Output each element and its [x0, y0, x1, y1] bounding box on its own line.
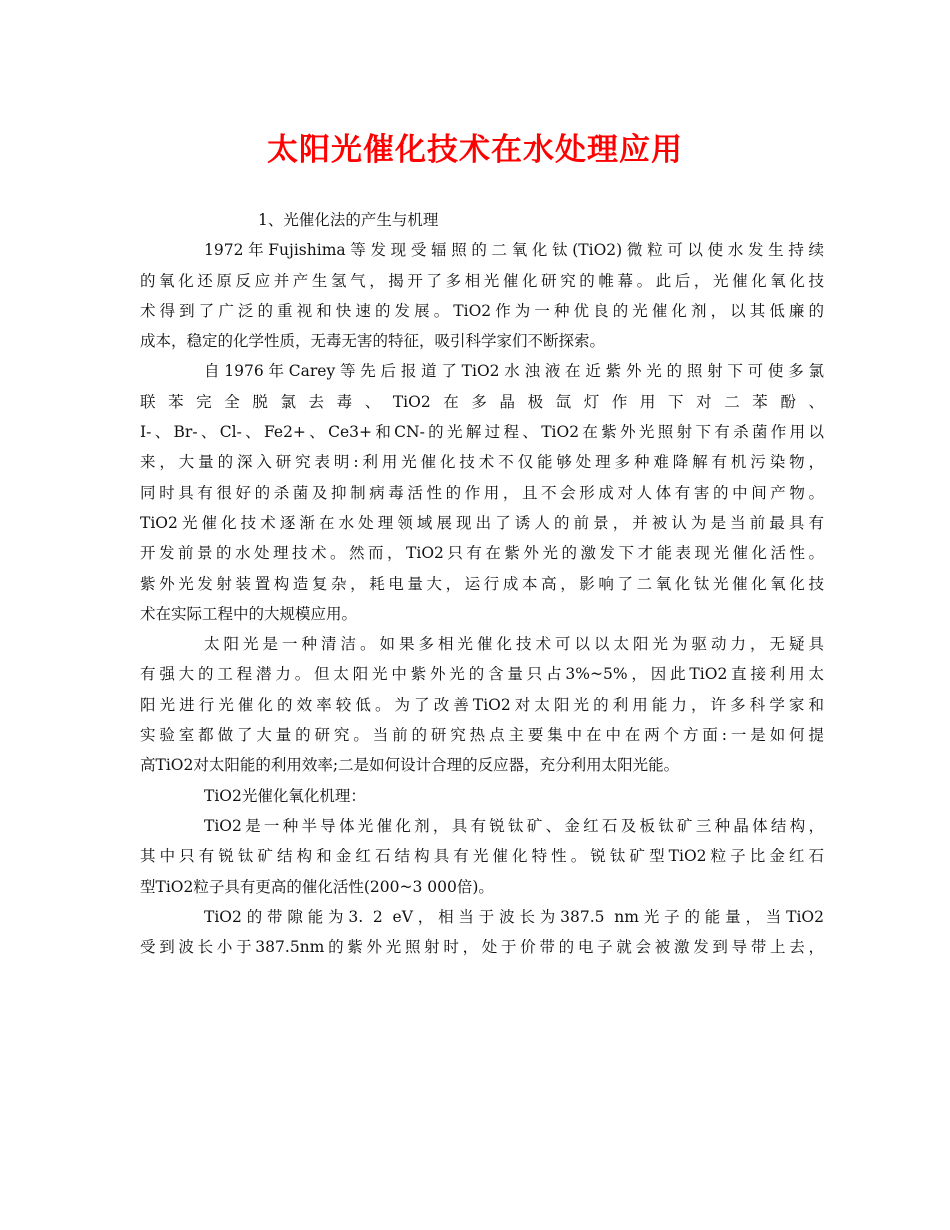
paragraph-line: 同时具有很好的杀菌及抑制病毒活性的作用，且不会形成对人体有害的中间产物。 — [140, 483, 824, 502]
paragraph-line: 阳光进行光催化的效率较低。为了改善TiO2对太阳光的利用能力，许多科学家和 — [140, 695, 824, 714]
paragraph-line: 其中只有锐钛矿结构和金红石结构具有光催化特性。锐钛矿型TiO2粒子比金红石 — [140, 847, 824, 866]
paragraph-line: 紫外光发射装置构造复杂，耗电量大，运行成本高，影响了二氧化钛光催化氧化技 — [140, 574, 824, 593]
section-heading: 1、光催化法的产生与机理 — [258, 211, 439, 229]
paragraph-line: 1972年Fujishima等发现受辐照的二氧化钛(TiO2)微粒可以使水发生持续 — [204, 241, 824, 260]
paragraph-line: I-、Br-、Cl-、Fe2+、Ce3+和CN-的光解过程、TiO2在紫外光照射下有杀菌作用以 — [140, 423, 824, 442]
paragraph-line: 高TiO2对太阳能的利用效率;二是如何设计合理的反应器，充分利用太阳光能。 — [140, 756, 680, 775]
paragraph-line: 实验室都做了大量的研究。当前的研究热点主要集中在中在两个方面:一是如何提 — [140, 726, 824, 745]
document-title: 太阳光催化技术在水处理应用 — [267, 132, 683, 168]
paragraph-line: TiO2的带隙能为3. 2 eV，相当于波长为387.5 nm光子的能量，当TiO2 — [204, 907, 824, 926]
paragraph-line: 成本，稳定的化学性质，无毒无害的特征，吸引科学家们不断探索。 — [140, 332, 606, 351]
paragraph-line: 来，大量的深入研究表明:利用光催化技术不仅能够处理多种难降解有机污染物， — [140, 453, 824, 472]
paragraph-line: 开发前景的水处理技术。然而，TiO2只有在紫外光的激发下才能表现光催化活性。 — [140, 544, 824, 563]
paragraph-line: 有强大的工程潜力。但太阳光中紫外光的含量只占3%~5%，因此TiO2直接利用太 — [140, 665, 824, 684]
paragraph-line: 太阳光是一种清洁。如果多相光催化技术可以以太阳光为驱动力，无疑具 — [204, 635, 824, 654]
paragraph-line: 受到波长小于387.5nm的紫外光照射时，处于价带的电子就会被激发到导带上去， — [140, 938, 824, 957]
paragraph-line: TiO2是一种半导体光催化剂，具有锐钛矿、金红石及板钛矿三种晶体结构， — [204, 816, 824, 835]
paragraph-line: TiO2光催化技术逐渐在水处理领域展现出了诱人的前景，并被认为是当前最具有 — [140, 513, 824, 532]
paragraph-line: 自1976年Carey等先后报道了TiO2水浊液在近紫外光的照射下可使多氯 — [204, 362, 824, 381]
subsection-heading: TiO2光催化氧化机理： — [204, 786, 366, 805]
paragraph-line: 的氧化还原反应并产生氢气，揭开了多相光催化研究的帷幕。此后，光催化氧化技 — [140, 271, 824, 290]
document-body — [140, 205, 824, 962]
paragraph-line: 联苯完全脱氯去毒、TiO2在多晶极氙灯作用下对二苯酚、 — [140, 392, 824, 411]
paragraph-line: 术在实际工程中的大规模应用。 — [140, 604, 358, 623]
paragraph-line: 术得到了广泛的重视和快速的发展。TiO2作为一种优良的光催化剂，以其低廉的 — [140, 301, 824, 320]
paragraph-line: 型TiO2粒子具有更高的催化活性(200~3 000倍)。 — [140, 877, 494, 896]
